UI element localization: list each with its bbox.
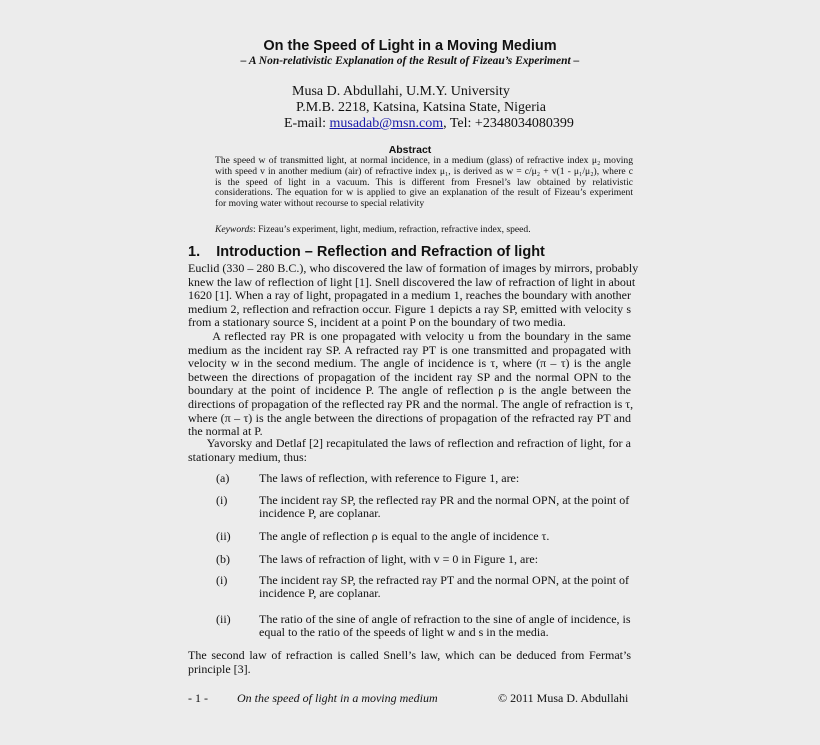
item-text: equal to the ratio of the speeds of light w and s in the media. <box>259 625 549 639</box>
paragraph-3 <box>188 437 631 464</box>
keywords <box>215 224 531 235</box>
item-text: The laws of refraction of light, with v = 0 in Figure 1, are: <box>259 552 539 566</box>
abstract-line: is the speed of light in a vacuum. This is different from Fresnel’s law obtained by relativistic <box>215 176 633 188</box>
text-line: medium 2, reflection and refraction occur. Figure 1 depicts a ray SP, emitted with velocity s <box>188 301 631 316</box>
copyright: © 2011 Musa D. Abdullahi <box>498 691 629 705</box>
section-number: 1. <box>188 244 201 260</box>
section-heading <box>188 244 545 260</box>
item-label: (ii) <box>216 612 231 626</box>
text-line: medium as the incident ray SP. A refracted ray PT is one transmitted and propagated with <box>188 342 631 357</box>
item-text: The laws of reflection, with reference to Figure 1, are: <box>259 471 520 485</box>
keywords-label: Keywords <box>215 224 254 235</box>
text-line: directions of propagation of the reflected ray PR and the normal. The angle of refraction is τ, <box>188 396 634 411</box>
telephone: , Tel: +2348034080399 <box>443 116 574 131</box>
author-name: Musa D. Abdullahi, U.M.Y. University <box>292 84 510 99</box>
author-address: P.M.B. 2218, Katsina, Katsina State, Nigeria <box>296 100 547 115</box>
keywords-list: : Fizeau’s experiment, light, medium, refraction, refractive index, speed. <box>253 224 531 235</box>
text-line: principle [3]. <box>188 661 251 676</box>
paragraph-2 <box>188 329 634 439</box>
email-prefix: E-mail: <box>284 116 330 131</box>
paragraph-1 <box>188 261 639 330</box>
page-number: - 1 - <box>188 691 208 705</box>
item-text: incidence P, are coplanar. <box>259 586 381 600</box>
abstract-line: for moving water without recourse to special relativity <box>215 198 425 210</box>
text-line: Yavorsky and Detlaf [2] recapitulated the laws of reflection and refraction of light, for a <box>188 436 631 450</box>
abstract-line: The speed w of transmitted light, at normal incidence, in a medium (glass) of refractive index μ₂ moving <box>215 155 633 166</box>
item-label: (i) <box>216 493 228 507</box>
text-line: where (π – τ) is the angle between the directions of propagation of the refracted ray PT and <box>188 410 631 425</box>
abstract-line: with speed v in another medium (air) of refractive index μ₁, is derived as w = c/μ₂ + v(1 - μ₁/μ₂), where c <box>215 165 633 177</box>
running-title: On the speed of light in a moving medium <box>237 691 438 705</box>
paper-subtitle: – A Non-relativistic Explanation of the Result of Fizeau’s Experiment – <box>240 55 580 67</box>
abstract-heading: Abstract <box>388 144 432 156</box>
text-line: between the directions of propagation of the incident ray SP and the normal OPN to the <box>188 369 631 384</box>
text-line: knew the law of reflection of light [1]. Snell discovered the law of refraction of light in about <box>188 274 636 289</box>
author-contact <box>284 116 574 131</box>
paper-title: On the Speed of Light in a Moving Medium <box>263 38 557 54</box>
item-label: (i) <box>216 573 228 587</box>
text-line: Euclid (330 – 280 B.C.), who discovered the law of formation of images by mirrors, probably <box>188 261 639 275</box>
text-line: 1620 [1]. When a ray of light, propagated in a medium 1, reaches the boundary with another <box>188 288 631 303</box>
email-link[interactable]: musadab@msn.com <box>329 116 444 131</box>
item-label: (a) <box>216 471 230 485</box>
section-title: Introduction – Reflection and Refraction of light <box>216 244 545 260</box>
item-text: The incident ray SP, the reflected ray PR and the normal OPN, at the point of <box>259 493 630 507</box>
text-line: velocity w in the second medium. The angle of incidence is τ, where (π – τ) is the angle <box>188 356 631 371</box>
text-line: the normal at P. <box>188 424 263 439</box>
paragraph-4 <box>188 649 631 676</box>
text-line: A reflected ray PR is one propagated with velocity u from the boundary in the same <box>188 329 631 343</box>
text-line: boundary at the point of incidence P. The angle of reflection ρ is the angle between the <box>188 383 631 398</box>
item-text: incidence P, are coplanar. <box>259 506 381 520</box>
item-text: The ratio of the sine of angle of refraction to the sine of angle of incidence, is <box>259 612 631 626</box>
abstract-line: considerations. The equation for w is applied to give an explanation of the result of Fizeau’s experiment <box>215 187 633 199</box>
text-line: from a stationary source S, incident at a point P on the boundary of two media. <box>188 315 566 330</box>
item-label: (ii) <box>216 529 231 543</box>
text-line: stationary medium, thus: <box>188 449 307 464</box>
text-line: The second law of refraction is called Snell’s law, which can be deduced from Fermat’s <box>188 648 631 662</box>
item-text: The incident ray SP, the refracted ray PT and the normal OPN, at the point of <box>259 573 630 587</box>
item-text: The angle of reflection ρ is equal to the angle of incidence τ. <box>259 529 550 543</box>
abstract-body <box>215 156 633 210</box>
item-label: (b) <box>216 552 230 566</box>
